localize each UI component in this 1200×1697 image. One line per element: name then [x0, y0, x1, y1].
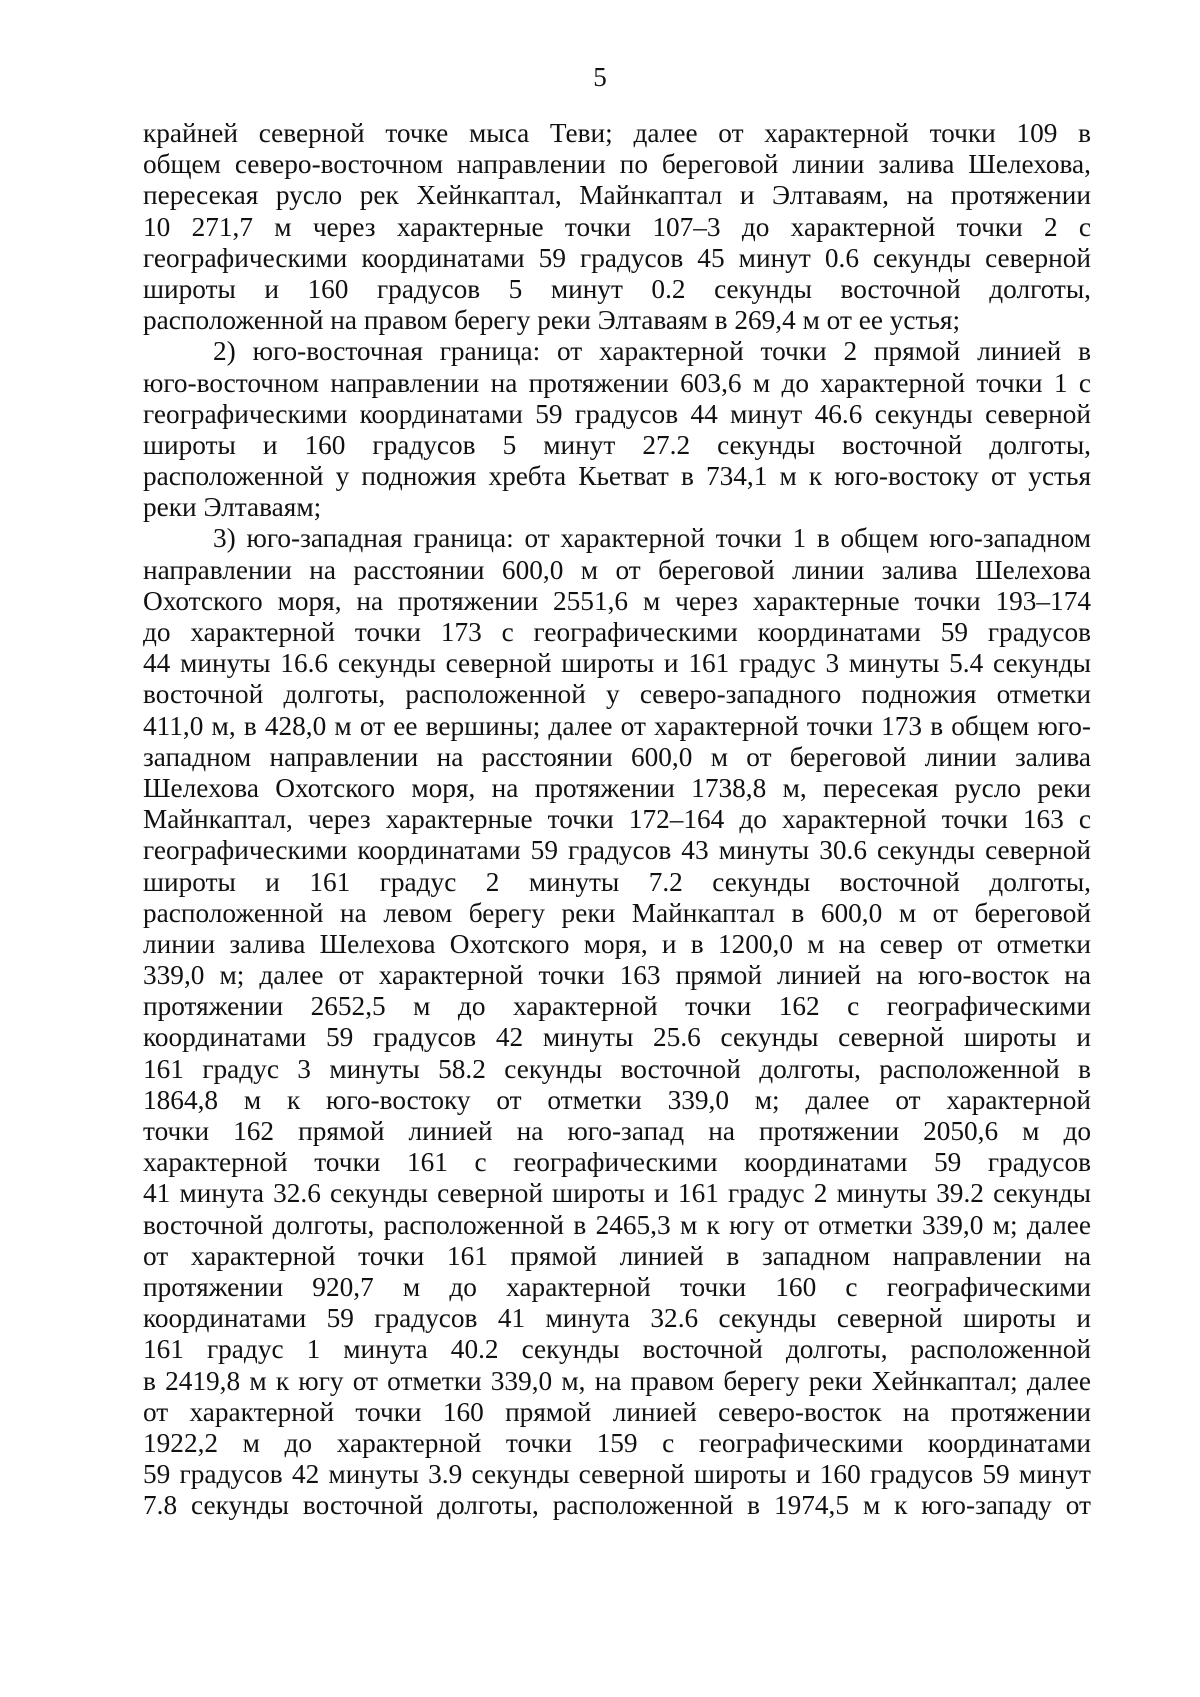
- text-line: расположенной у подножия хребта Кьетват в 734,1 м к юго-востоку от устья: [143, 461, 1091, 492]
- text-line: характерной точки 161 с географическими координатами 59 градусов: [143, 1147, 1091, 1178]
- paragraph-start-line: 3) юго-западная граница: от характерной точки 1 в общем юго-западном: [213, 523, 1091, 554]
- text-line: 59 градусов 42 минуты 3.9 секунды северной широты и 160 градусов 59 минут: [143, 1459, 1091, 1490]
- text-line: линии залива Шелехова Охотского моря, и в 1200,0 м на север от отметки: [143, 928, 1091, 959]
- text-line: 339,0 м; далее от характерной точки 163 прямой линией на юго-восток на: [143, 960, 1091, 991]
- text-line: крайней северной точке мыса Теви; далее от характерной точки 109 в: [143, 118, 1091, 148]
- text-line: 10 271,7 м через характерные точки 107–3 до характерной точки 2 с: [143, 211, 1091, 242]
- text-line: в 2419,8 м к югу от отметки 339,0 м, на правом берегу реки Хейнкаптал; далее: [143, 1365, 1091, 1396]
- text-line: реки Элтаваям;: [143, 492, 322, 523]
- text-line: расположенной на правом берегу реки Элтаваям в 269,4 м от ее устья;: [143, 305, 961, 336]
- text-line: широты и 160 градусов 5 минут 27.2 секунды восточной долготы,: [143, 429, 1091, 460]
- text-line: восточной долготы, расположенной в 2465,3 м к югу от отметки 339,0 м; далее: [143, 1209, 1091, 1240]
- text-line: географическими координатами 59 градусов 43 минуты 30.6 секунды северной: [143, 835, 1091, 866]
- document-body: [143, 118, 1091, 1521]
- paragraph-start-line: 2) юго-восточная граница: от характерной точки 2 прямой линией в: [213, 336, 1091, 367]
- text-line: точки 162 прямой линией на юго-запад на протяжении 2050,6 м до: [143, 1116, 1091, 1146]
- text-line: широты и 160 градусов 5 минут 0.2 секунды восточной долготы,: [143, 273, 1091, 304]
- text-line: координатами 59 градусов 41 минута 32.6 секунды северной широты и: [143, 1303, 1091, 1334]
- text-line: протяжении 920,7 м до характерной точки 160 с географическими: [143, 1271, 1091, 1302]
- text-line: 41 минута 32.6 секунды северной широты и 161 градус 2 минуты 39.2 секунды: [143, 1178, 1091, 1209]
- text-line: расположенной на левом берегу реки Майнкаптал в 600,0 м от береговой: [143, 897, 1091, 928]
- text-line: географическими координатами 59 градусов 45 минут 0.6 секунды северной: [143, 242, 1091, 273]
- text-line: Майнкаптал, через характерные точки 172–164 до характерной точки 163 с: [143, 804, 1091, 835]
- text-line: от характерной точки 161 прямой линией в западном направлении на: [143, 1240, 1091, 1271]
- text-line: протяжении 2652,5 м до характерной точки 162 с географическими: [143, 991, 1091, 1022]
- text-line: направлении на расстоянии 600,0 м от береговой линии залива Шелехова: [143, 554, 1091, 585]
- text-line: координатами 59 градусов 42 минуты 25.6 секунды северной широты и: [143, 1022, 1091, 1053]
- text-line: 161 градус 3 минуты 58.2 секунды восточной долготы, расположенной в: [143, 1053, 1091, 1084]
- text-line: юго-восточном направлении на протяжении 603,6 м до характерной точки 1 с: [143, 367, 1091, 398]
- text-line: 1864,8 м к юго-востоку от отметки 339,0 м; далее от характерной: [143, 1084, 1091, 1115]
- text-line: широты и 161 градус 2 минуты 7.2 секунды восточной долготы,: [143, 866, 1091, 897]
- text-line: 44 минуты 16.6 секунды северной широты и 161 градус 3 минуты 5.4 секунды: [143, 648, 1091, 679]
- text-line: 161 градус 1 минута 40.2 секунды восточной долготы, расположенной: [143, 1334, 1091, 1365]
- text-line: до характерной точки 173 с географическими координатами 59 градусов: [143, 617, 1091, 647]
- text-line: общем северо-восточном направлении по береговой линии залива Шелехова,: [143, 149, 1091, 180]
- text-line: географическими координатами 59 градусов 44 минут 46.6 секунды северной: [143, 398, 1091, 429]
- page-number: 5: [593, 62, 607, 92]
- text-line: 7.8 секунды восточной долготы, расположенной в 1974,5 м к юго-западу от: [143, 1490, 1091, 1521]
- text-line: пересекая русло рек Хейнкаптал, Майнкаптал и Элтаваям, на протяжении: [143, 180, 1091, 211]
- text-line: Охотского моря, на протяжении 2551,6 м через характерные точки 193–174: [143, 585, 1091, 616]
- text-line: западном направлении на расстоянии 600,0 м от береговой линии залива: [143, 741, 1091, 772]
- text-line: Шелехова Охотского моря, на протяжении 1738,8 м, пересекая русло реки: [143, 772, 1091, 803]
- text-line: 411,0 м, в 428,0 м от ее вершины; далее от характерной точки 173 в общем юго-: [143, 710, 1091, 741]
- text-line: от характерной точки 160 прямой линией северо-восток на протяжении: [143, 1396, 1091, 1427]
- text-line: восточной долготы, расположенной у северо-западного подножия отметки: [143, 679, 1091, 710]
- text-line: 1922,2 м до характерной точки 159 с географическими координатами: [143, 1427, 1091, 1458]
